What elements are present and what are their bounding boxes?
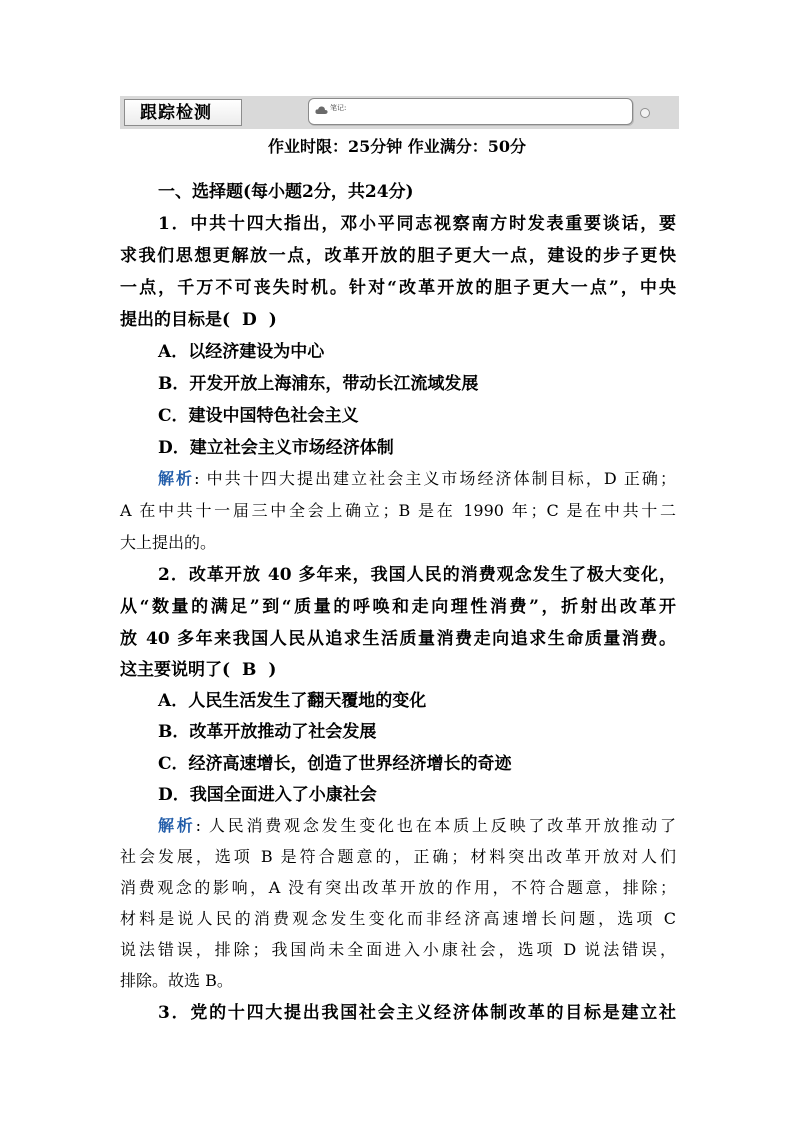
q2-stem-line-1: 2．改革开放 40 多年来，我国人民的消费观念发生了极大变化，: [158, 565, 676, 585]
q1-answer: D: [242, 310, 257, 330]
q1-stem-line-4: [120, 308, 277, 332]
q2-option-c: C．经济高速增长，创造了世界经济增长的奇迹: [158, 754, 512, 774]
q2-option-b: B．改革开放推动了社会发展: [158, 722, 377, 742]
q1-stem-line-2: 求我们思想更解放一点，改革开放的胆子更大一点，建设的步子更快: [120, 246, 676, 266]
q2-explanation-text-1: : 人民消费观念发生变化也在本质上反映了改革开放推动了: [195, 816, 676, 835]
q2-explanation-line-6: 排除。故选 B。: [120, 971, 233, 990]
q1-stem-tail: 提出的目标是(: [120, 310, 231, 330]
q1-option-b: B．开发开放上海浦东，带动长江流域发展: [158, 374, 479, 394]
q1-option-a: A．以经济建设为中心: [158, 342, 325, 362]
q2-paren-close: ): [268, 660, 277, 680]
tab-title: 跟踪检测: [140, 103, 212, 123]
section-tab: [124, 99, 242, 126]
q1-option-d: D．建立社会主义市场经济体制: [158, 438, 394, 458]
note-label: 笔记:: [330, 104, 347, 112]
q1-explanation-line-3: 大上提出的。: [120, 533, 217, 552]
q1-stem-line-3: 一点，千万不可丧失时机。针对“改革开放的胆子更大一点”，中央: [120, 278, 676, 298]
q2-explanation-line-3: 消费观念的影响，A 没有突出改革开放的作用，不符合题意，排除；: [120, 878, 676, 897]
q2-explanation-line-5: 说法错误，排除；我国尚未全面进入小康社会，选项 D 说法错误，: [120, 940, 676, 959]
q1-paren-close: ): [268, 310, 277, 330]
q2-answer: B: [242, 660, 257, 680]
q1-explanation-line-1: [158, 467, 676, 491]
note-field[interactable]: [308, 98, 633, 125]
q3-stem-line-1: 3．党的十四大提出我国社会主义经济体制改革的目标是建立社: [158, 1003, 676, 1023]
section-title: 一、选择题(每小题2分，共24分): [158, 182, 414, 202]
homework-limit: 作业时限：25分钟 作业满分：50分: [267, 137, 527, 156]
cloud-icon: [315, 105, 328, 115]
q1-option-c: C．建设中国特色社会主义: [158, 406, 359, 426]
header-banner: [120, 96, 679, 129]
q2-explanation-line-4: 材料是说人民的消费观念发生变化而非经济高速增长问题，选项 C: [120, 909, 676, 928]
q1-explanation-text-1: : 中共十四大提出建立社会主义市场经济体制目标，D 正确；: [194, 469, 676, 488]
q2-stem-line-2: 从“数量的满足”到“质量的呼唤和走向理性消费”，折射出改革开: [120, 597, 676, 617]
q2-stem-line-3: 放 40 多年来我国人民从追求生活质量消费走向追求生命质量消费。: [120, 629, 676, 649]
q2-option-d: D．我国全面进入了小康社会: [158, 785, 377, 805]
q1-explanation-tag: 解析: [158, 469, 195, 488]
q2-stem-tail: 这主要说明了(: [120, 660, 231, 680]
circle-button[interactable]: [640, 108, 650, 118]
q2-explanation-tag: 解析: [158, 816, 196, 835]
q2-explanation-line-2: 社会发展，选项 B 是符合题意的，正确；材料突出改革开放对人们: [120, 847, 676, 866]
q2-option-a: A．人民生活发生了翻天覆地的变化: [158, 691, 427, 711]
q1-explanation-line-2: A 在中共十一届三中全会上确立；B 是在 1990 年；C 是在中共十二: [120, 501, 676, 520]
q2-stem-line-4: [120, 658, 276, 682]
q2-explanation-line-1: [158, 814, 676, 838]
q1-stem-line-1: 1．中共十四大指出，邓小平同志视察南方时发表重要谈话，要: [158, 214, 676, 234]
